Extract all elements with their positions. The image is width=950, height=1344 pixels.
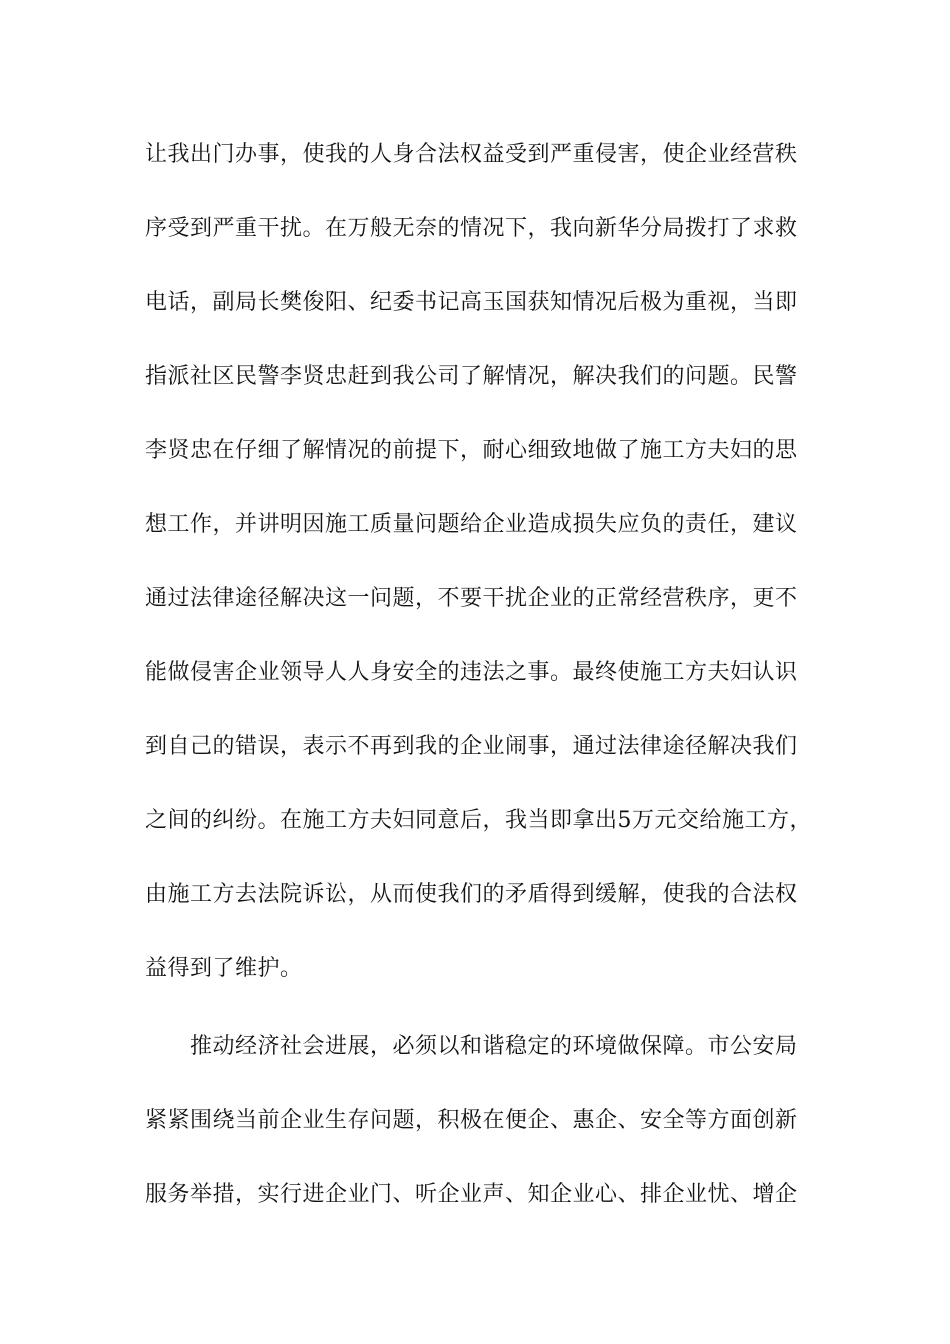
paragraph-line: 推动经济社会进展，必须以和谐稳定的环境做保障。市公安局: [190, 1034, 798, 1059]
paragraph-line: 想工作，并讲明因施工质量问题给企业造成损失应负的责任，建议: [145, 512, 798, 537]
paragraph-line: 能做侵害企业领导人人身安全的违法之事。最终使施工方夫妇认识: [145, 660, 798, 685]
paragraph-line: 电话，副局长樊俊阳、纪委书记高玉国获知情况后极为重视，当即: [145, 290, 798, 315]
paragraph-line: 益得到了维护。: [145, 956, 303, 981]
paragraph-line: 由施工方去法院诉讼，从而使我们的矛盾得到缓解，使我的合法权: [145, 882, 798, 907]
paragraph-line: 服务举措，实行进企业门、听企业声、知企业心、排企业忧、增企: [145, 1182, 798, 1207]
paragraph-line: 序受到严重干扰。在万般无奈的情况下，我向新华分局拨打了求救: [145, 216, 798, 241]
paragraph-line: 到自己的错误，表示不再到我的企业闹事，通过法律途径解决我们: [145, 734, 798, 759]
paragraph-line: 李贤忠在仔细了解情况的前提下，耐心细致地做了施工方夫妇的思: [145, 438, 798, 463]
paragraph-line: 紧紧围绕当前企业生存问题，积极在便企、惠企、安全等方面创新: [145, 1108, 798, 1133]
paragraph-line: 让我出门办事，使我的人身合法权益受到严重侵害，使企业经营秩: [145, 142, 798, 167]
paragraph-line: 指派社区民警李贤忠赶到我公司了解情况，解决我们的问题。民警: [145, 364, 798, 389]
paragraph-line: 之间的纠纷。在施工方夫妇同意后，我当即拿出5万元交给施工方，: [145, 808, 812, 833]
paragraph-line: 通过法律途径解决这一问题，不要干扰企业的正常经营秩序，更不: [145, 586, 798, 611]
